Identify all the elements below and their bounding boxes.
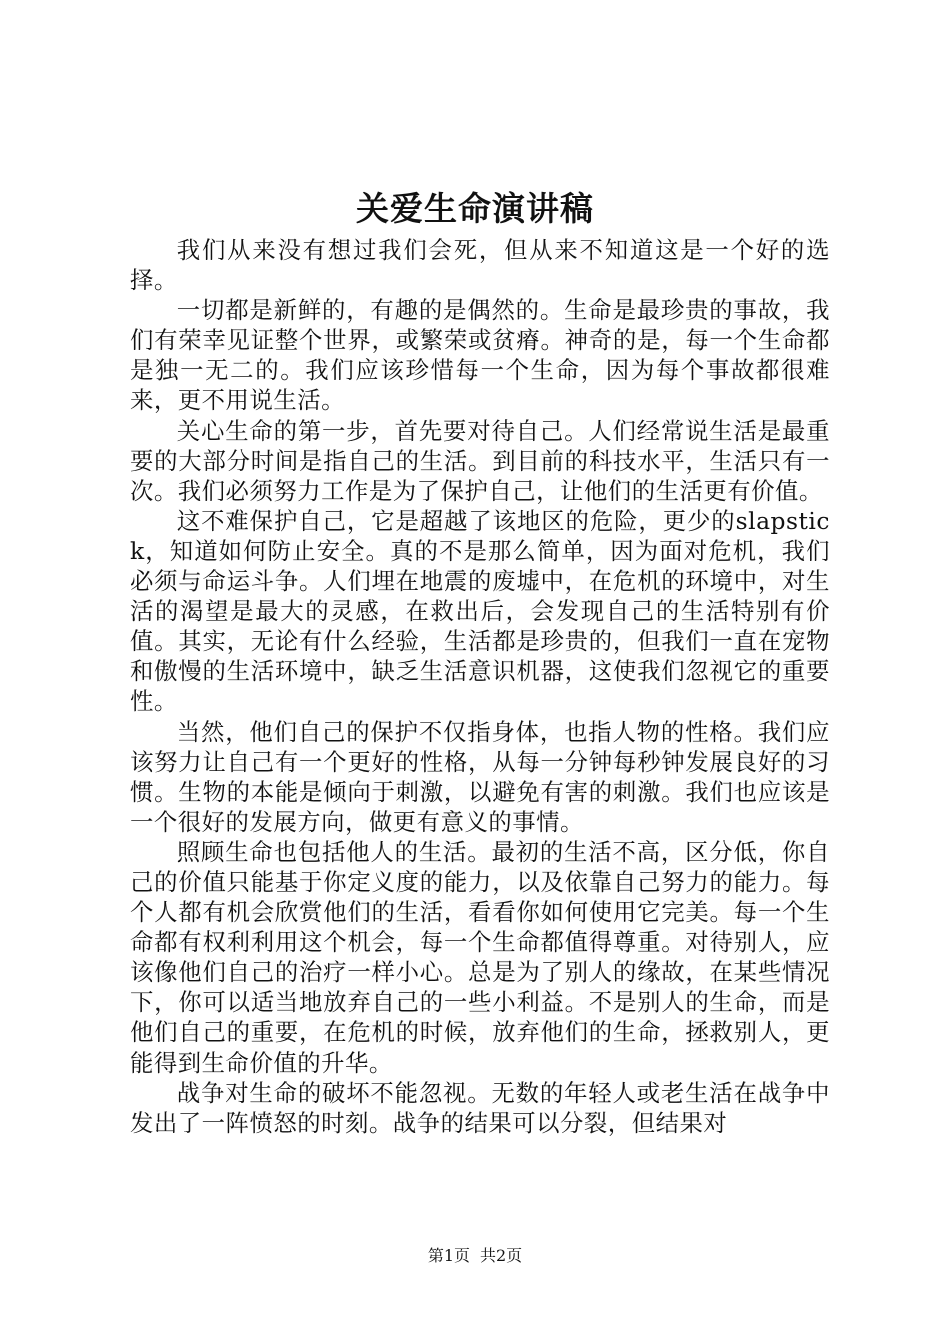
document-body <box>130 235 830 1138</box>
page-number: 第1页 <box>427 1246 470 1265</box>
paragraph: 一切都是新鲜的，有趣的是偶然的。生命是最珍贵的事故，我们有荣幸见证整个世界，或繁荣或贫瘠。神奇的是，每一个生命都是独一无二的。我们应该珍惜每一个生命，因为每个事故都很难来，更不用说生活。 <box>130 296 830 415</box>
paragraph: 我们从来没有想过我们会死，但从来不知道这是一个好的选择。 <box>130 236 830 295</box>
paragraph: 关心生命的第一步，首先要对待自己。人们经常说生活是最重要的大部分时间是指自己的生活。到目前的科技水平，生活只有一次。我们必须努力工作是为了保护自己，让他们的生活更有价值。 <box>130 416 830 505</box>
paragraph: 这不难保护自己，它是超越了该地区的危险，更少的slapstick，知道如何防止安全。真的不是那么简单，因为面对危机，我们必须与命运斗争。人们埋在地震的废墟中，在危机的环境中，对生活的渴望是最大的灵感，在救出后，会发现自己的生活特别有价值。其实，无论有什么经验，生活都是珍贵的，但我们一直在宠物和傲慢的生活环境中，缺乏生活意识机器，这使我们忽视它的重要性。 <box>130 506 830 716</box>
paragraph: 当然，他们自己的保护不仅指身体，也指人物的性格。我们应该努力让自己有一个更好的性格，从每一分钟每秒钟发展良好的习惯。生物的本能是倾向于刺激，以避免有害的刺激。我们也应该是一个很好的发展方向，做更有意义的事情。 <box>130 717 830 836</box>
page-total: 共2页 <box>480 1246 523 1265</box>
paragraph: 战争对生命的破坏不能忽视。无数的年轻人或老生活在战争中发出了一阵愤怒的时刻。战争的结果可以分裂，但结果对 <box>130 1078 830 1137</box>
document-title: 关爱生命演讲稿 <box>356 189 594 228</box>
paragraph: 照顾生命也包括他人的生活。最初的生活不高，区分低，你自己的价值只能基于你定义度的能力，以及依靠自己努力的能力。每个人都有机会欣赏他们的生活，看看你如何使用它完美。每一个生命都有权利利用这个机会，每一个生命都值得尊重。对待别人，应该像他们自己的治疗一样小心。总是为了别人的缘故，在某些情况下，你可以适当地放弃自己的一些小利益。不是别人的生命，而是他们自己的重要，在危机的时候，放弃他们的生命，拯救别人，更能得到生命价值的升华。 <box>130 837 830 1077</box>
page-footer <box>0 1245 950 1267</box>
